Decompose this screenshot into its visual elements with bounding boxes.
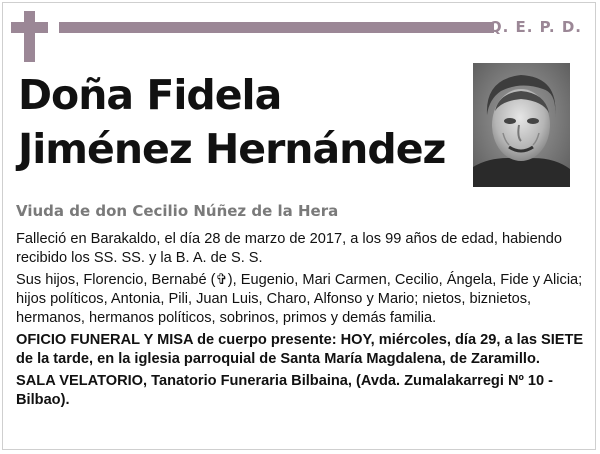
funeral-paragraph: OFICIO FUNERAL Y MISA de cuerpo presente: HOY, miércoles, día 29, a las SIETE de la tarde, en la iglesia parroquial de Santa María Magdalena, de Zaramillo.: [16, 332, 584, 367]
portrait-photo: [473, 63, 570, 187]
deceased-name: [18, 68, 445, 176]
portrait-image: [473, 63, 570, 187]
cross-vertical-bar: [24, 11, 35, 62]
name-line-1: Doña Fidela: [18, 71, 282, 119]
cross-horizontal-bar: [11, 22, 48, 33]
qepd-label: Q. E. P. D.: [488, 18, 582, 36]
obituary-body: [16, 230, 586, 413]
name-line-2: Jiménez Hernández: [18, 125, 446, 173]
header-rule: [59, 22, 494, 33]
death-paragraph: Falleció en Barakaldo, el día 28 de marzo de 2017, a los 99 años de edad, habiendo recibido los SS. SS. y la B. A. de S. S.: [16, 231, 563, 266]
subtitle-widow-of: Viuda de don Cecilio Núñez de la Hera: [16, 202, 339, 220]
velatorio-paragraph: SALA VELATORIO, Tanatorio Funeraria Bilbaina, (Avda. Zumalakarregi Nº 10 - Bilbao).: [16, 373, 554, 408]
family-paragraph: Sus hijos, Florencio, Bernabé (✞), Eugenio, Mari Carmen, Cecilio, Ángela, Fide y Alicia; hijos políticos, Antonia, Pili, Juan Luis, Charo, Alfonso y Mario; nietos, biznietos, hermanos, hermanos políticos, sobrinos, primos y demás familia.: [16, 272, 583, 326]
